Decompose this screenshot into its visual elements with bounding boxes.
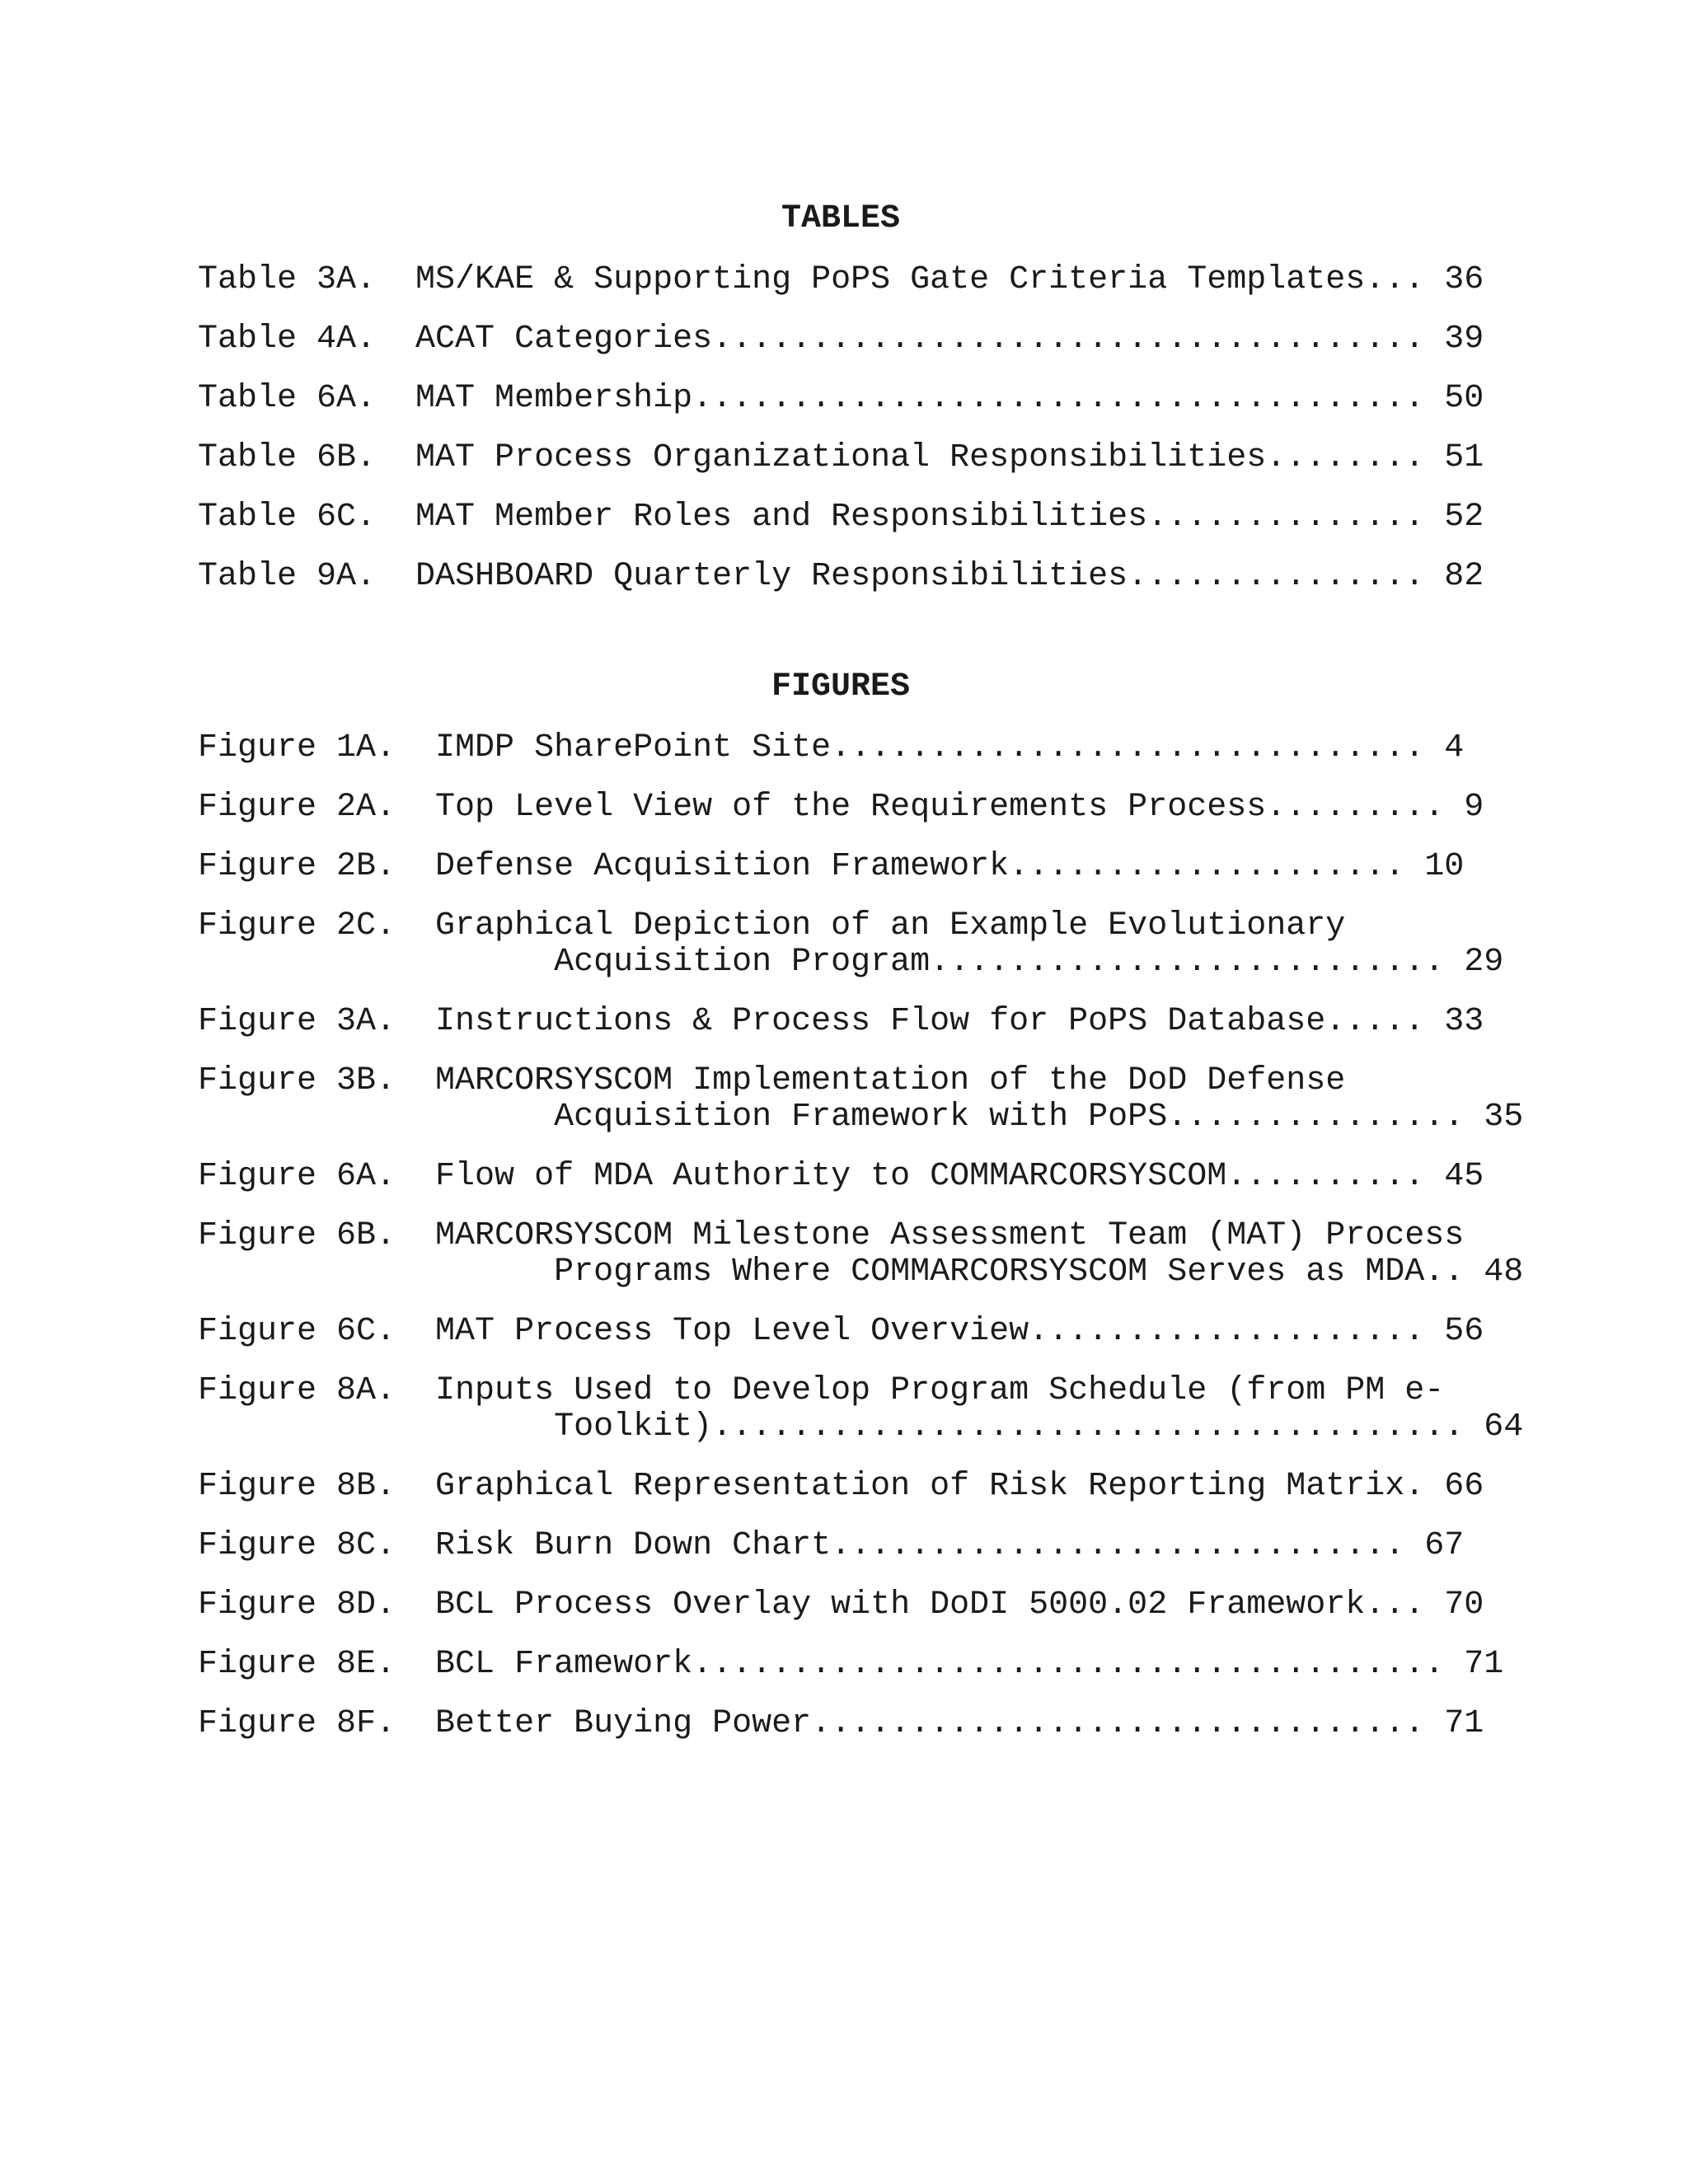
toc-entry-table-6b: Table 6B. MAT Process Organizational Responsibilities........ 51 (198, 439, 1484, 476)
tables-list (198, 262, 1484, 618)
toc-entry-figure-8c: Figure 8C. Risk Burn Down Chart............................. 67 (198, 1527, 1465, 1564)
tables-heading: TABLES (781, 200, 901, 237)
toc-entry-table-6a: Table 6A. MAT Membership..................................... 50 (198, 380, 1484, 417)
toc-entry-figure-8a: Figure 8A. Inputs Used to Develop Program Schedule (from PM e- Toolkit)...................................... 64 (198, 1372, 1524, 1446)
toc-entry-figure-1a: Figure 1A. IMDP SharePoint Site.............................. 4 (198, 729, 1465, 766)
toc-entry-figure-8f: Figure 8F. Better Buying Power............................... 71 (198, 1705, 1484, 1742)
toc-entry-table-4a: Table 4A. ACAT Categories.................................... 39 (198, 321, 1484, 358)
toc-entry-figure-8e: Figure 8E. BCL Framework...................................... 71 (198, 1646, 1504, 1683)
toc-entry-figure-8b: Figure 8B. Graphical Representation of Risk Reporting Matrix. 66 (198, 1468, 1484, 1505)
toc-entry-figure-3b: Figure 3B. MARCORSYSCOM Implementation of the DoD Defense Acquisition Framework with PoPS............... 35 (198, 1062, 1524, 1136)
figures-list (198, 729, 1524, 1765)
toc-entry-table-9a: Table 9A. DASHBOARD Quarterly Responsibilities............... 82 (198, 558, 1484, 595)
toc-entry-figure-3a: Figure 3A. Instructions & Process Flow for PoPS Database..... 33 (198, 1003, 1484, 1040)
toc-entry-figure-2a: Figure 2A. Top Level View of the Requirements Process......... 9 (198, 789, 1484, 826)
figures-heading: FIGURES (771, 668, 911, 705)
toc-entry-figure-6b: Figure 6B. MARCORSYSCOM Milestone Assessment Team (MAT) Process Programs Where COMMARCORSYSCOM Serves as MDA.. 48 (198, 1217, 1524, 1291)
toc-entry-figure-8d: Figure 8D. BCL Process Overlay with DoDI 5000.02 Framework... 70 (198, 1586, 1484, 1624)
toc-entry-figure-6a: Figure 6A. Flow of MDA Authority to COMMARCORSYSCOM.......... 45 (198, 1158, 1484, 1195)
toc-entry-figure-2c: Figure 2C. Graphical Depiction of an Example Evolutionary Acquisition Program.......................... 29 (198, 907, 1504, 981)
toc-entry-table-6c: Table 6C. MAT Member Roles and Responsibilities.............. 52 (198, 499, 1484, 536)
toc-entry-table-3a: Table 3A. MS/KAE & Supporting PoPS Gate Criteria Templates... 36 (198, 261, 1484, 298)
toc-entry-figure-6c: Figure 6C. MAT Process Top Level Overview.................... 56 (198, 1313, 1484, 1350)
toc-entry-figure-2b: Figure 2B. Defense Acquisition Framework.................... 10 (198, 848, 1465, 885)
